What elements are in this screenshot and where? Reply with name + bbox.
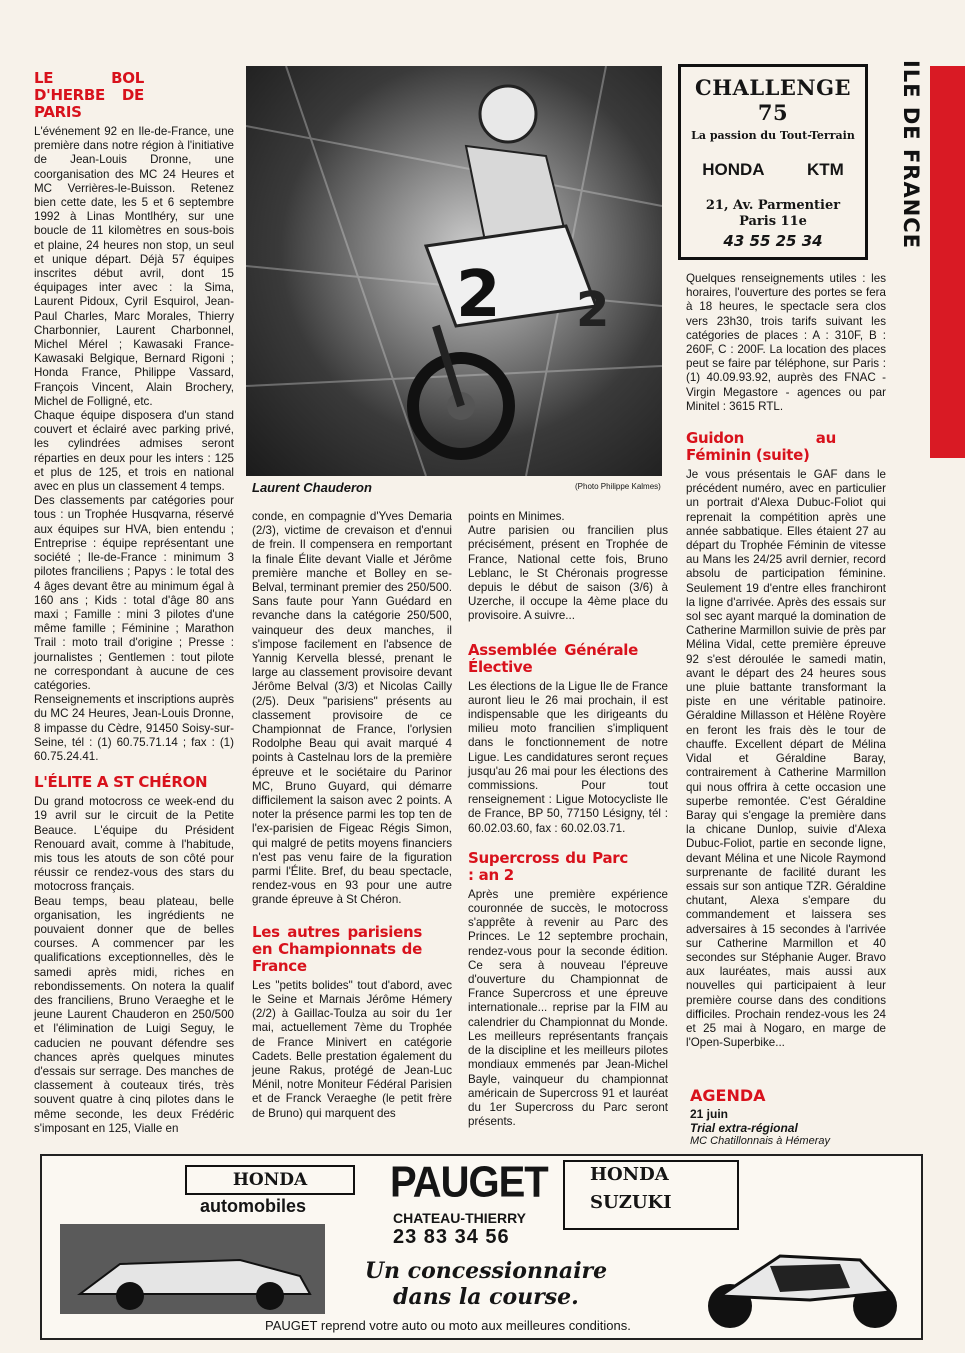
- sport-motorcycle-icon: [690, 1236, 915, 1332]
- race-car-icon: [60, 1224, 325, 1314]
- column-3: [468, 510, 668, 1129]
- paragraph: Des classements par catégories pour tous : un Trophée Husqvarna, réservé aux équipes sur HVA, bien entendu ; Entreprise : équipe représentant une société ; Ile-de-France : minimum 3 pilotes franciliens ; Papys : le total des 4 âges devant être au minimum égal à 160 ans ; Kids : total d'âge 80 ans maxi ; Famille : mini 3 pilotes d'une même famille ; Féminine ; Marathon Trail : moto trail d'origine ; Presse : journalistes ; Gentlemen : tout pilote ne correspondant à aucune de ces catégories.: [34, 494, 234, 692]
- paragraph: conde, en compagnie d'Yves Demaria (2/3), victime de crevaison et d'ennui de frein. Il compensera en remportant la finale Élite devant Vialle et Jérôme première manche et Bolley en se- Belval, terminant premier des 250/500. Sans faute pour Yann Guédard en revanche dans la catégorie 250/500, vainqueur des deux manches, il s'impose facilement en l'absence de Yannig Kervella blessé, prenant le large au classement provisoire devant Jérôme Belval (3/3) et Nicolas Cailly (2/5). Deux "parisiens" présents au classement provisoire de ce Championnat de France, l'orlysien Rodolphe Beau qui avait marqué 4 points à Castelnau lors de la première épreuve et le sociétaire du Parinor MC, Bruno Guyard, qui démarre difficilement la saison avec 2 points. A noter la présence parmi les top ten de l'ex-parisien de Figeac Régis Simon, qui malgré de petits moyens financiers n'est pas venu faire de la figuration parmi l'Élite. Bref, du beau spectacle, rendez-vous en 93 pour une autre grande épreuve à St Chéron.: [252, 510, 452, 907]
- headline-guidon: Guidon au Féminin (suite): [686, 429, 836, 465]
- paragraph: Je vous présentais le GAF dans le précédent numéro, avec en particulier un portrait d'Alexa Dubuc-Foliot qui reprenait la compétition après une année sabbatique. Elles étaient 27 au départ du Trophée Féminin de vitesse au Mans les 24/25 avril dernier, record absolu de participation féminine. Seulement 19 d'entre elles franchiront la ligne d'arrivée. Après des essais sur sol sec ayant marqué la domination de Catherine Marmillon suivie de près par Mélina Vidal, cette première épreuve 92 s'est déroulée le samedi matin, avant le départ des 24 heures sous une pluie battante transformant la piste en une véritable patinoire. Géraldine Millasson et Hélène Royère en feront les frais dès le tour de chauffe. Excellent départ de Mélina Vidal et Géraldine Baray, contrairement à Catherine Marmillon qui nous offrira à cette occasion une superbe remontée. C'est Géraldine Baray qui s'engage la première dans la chicane Dunlop, suivie d'Alexa Dubuc-Foliot, partie en seconde ligne, devant Mélina et une Nicole Raymond surprenante de facilité durant les essais sur son antique TZR. Géraldine chutant, Alexa s'empare du commandement et laissera ses adversaires à 15 secondes à l'arrivée sur Catherine Marmillon et 40 secondes sur Stéphanie Auger. Bravo aux lauréates, mais aussi aux nouvelles qui participaient à leur première course dans des conditions difficiles. Prochain rendez-vous les 24 et 25 mai à Nogaro, en marge de l'Open-Superbike...: [686, 468, 886, 1050]
- svg-text:2: 2: [456, 258, 501, 332]
- honda-automobiles-logo: HONDA: [185, 1165, 355, 1195]
- paragraph: L'événement 92 en Ile-de-France, une première dans notre région à l'initiative de Jean-Louis Dronne, une coorganisation des MC 24 Heures et MC Verrières-le-Buisson. Retenez bien cette date, les 5 et 6 septembre 1992 à Linas Montlhéry, sur une boucle de 11 kilomètres en sous-bois et plaine, 24 heures non stop, un seul et unique départ. Déjà 57 équipes inscrites début avril, dont 15 équipages inter avec : la Sima, Laurent Pidoux, Cyril Esquirol, Jean-Paul Charles, Marc Morales, Thierry Charbonnier, Laurent Charbonnel, Michel Mérel ; Kawasaki France-Kawasaki Belgique, Bernard Rigoni ; Honda France, Philippe Vassard, François Vincent, Alain Brochery, Michel de Folligné, etc.: [34, 125, 234, 408]
- agenda-date: 21 juin: [690, 1107, 729, 1121]
- slogan-line: dans la course.: [393, 1284, 579, 1310]
- pauget-phone: 23 83 34 56: [393, 1226, 510, 1248]
- slogan-line: Un concessionnaire: [364, 1258, 608, 1284]
- paragraph: Renseignements et inscriptions auprès du MC 24 Heures, Jean-Louis Dronne, 8 impasse du Cèdre, 91450 Soisy-sur-Seine, tél : (1) 60.75.71.14 ; fax : (1) 60.75.24.41.: [34, 693, 234, 763]
- challenge75-ad: [678, 64, 868, 260]
- paragraph: Après une première expérience couronnée de succès, le motocross s'apprête à revenir au Parc des Princes. Le 12 septembre prochain, rendez-vous pour la seconde édition. Ce sera à nouveau l'épreuve d'ouverture du Championnat de France Supercross et une épreuve internationale... reprise par la FIM au calendrier du Championnat du Monde. Les meilleurs représentants français de la discipline et les meilleurs pilotes mondiaux emmenés par Jean-Michel Bayle, vainqueur du championnat américain de Supercross 91 et lauréat du 1er Supercross du Parc seront présents.: [468, 887, 668, 1129]
- motocross-photo: [246, 66, 662, 476]
- brand-ktm: KTM: [806, 160, 844, 179]
- agenda-event: Trial extra-régional: [690, 1121, 798, 1135]
- headline-elite: L'ÉLITE A ST CHÉRON: [34, 773, 208, 792]
- address-city: Paris 11e: [739, 214, 807, 229]
- ad-phone: 43 55 25 34: [723, 232, 823, 250]
- paragraph: points en Minimes.: [468, 510, 565, 523]
- ad-address: [681, 198, 865, 230]
- svg-text:2: 2: [576, 282, 610, 338]
- section-label: ILE DE FRANCE: [899, 60, 923, 250]
- agenda: [690, 1086, 890, 1147]
- headline-supercross: Supercross du Parc : an 2: [468, 848, 628, 884]
- photo-caption: Laurent Chauderon: [252, 480, 372, 495]
- photo-credit: (Photo Philippe Kalmes): [575, 482, 661, 491]
- pauget-city: CHATEAU-THIERRY: [393, 1210, 526, 1226]
- ad-brands: [681, 160, 865, 180]
- column-1: [34, 70, 234, 1136]
- ad-slogan: [336, 1258, 636, 1310]
- column-4: [686, 272, 886, 1050]
- paragraph: Chaque équipe disposera d'un stand couvert et éclairé avec parking privé, les cylindrées admises seront réparties en deux pour les inters : 125 et plus de 125, et trois en national avec en plus un classement 4 temps.: [34, 409, 234, 494]
- automobiles-label: automobiles: [200, 1196, 307, 1216]
- address-line: 21, Av. Parmentier: [705, 198, 841, 213]
- paragraph: Autre parisien ou francilien plus précisément, présent en Trophée de France, National cette fois, Bruno Leblanc, le St Chéronais progresse depuis le début de saison (3/6) à Uzerche, il occupe la 4ème place du provisoire. A suivre...: [468, 524, 668, 623]
- headline-bol-dherbe: LE BOL D'HERBE DE PARIS: [34, 69, 144, 121]
- paragraph: Beau temps, beau plateau, belle organisation, les ingrédients ne pouvaient donner que de belles courses. A commencer par les qualifications exceptionnelles, dès le samedi après midi, riches en rebondissements. On notera la qualif des franciliens, Bruno Veraeghe et le jeune Laurent Chauderon en 250/500 et l'élimination de Luigi Seguy, le caducien ne pouvant défendre ses chances après quelques minutes d'essais sur serrage. Des manches de classement à couteaux tirés, très souvent quatre à cinq pilotes dans le même seconde, les deux Frédéric s'imposant en 125, Vialle en: [34, 894, 234, 1135]
- headline-autres-parisiens: Les autres parisiens en Championnats de France: [252, 922, 422, 975]
- rider-illustration: [246, 66, 662, 476]
- suzuki-logo: SUZUKI: [590, 1192, 672, 1213]
- ad-footer: PAUGET reprend votre auto ou moto aux meilleures conditions.: [265, 1318, 631, 1333]
- agenda-title: AGENDA: [690, 1086, 766, 1105]
- ad-tagline: La passion du Tout-Terrain: [691, 129, 855, 142]
- paragraph: Les élections de la Ligue Ile de France auront lieu le 26 mai prochain, il est indispensable que les dirigeants du milieu moto francilien s'impliquent dans le fonctionnement de notre Ligue. Les candidatures seront reçues jusqu'au 26 mai pour les élections des commissions. Pour tout renseignement : Ligue Motocycliste Ile de France, BP 50, 77150 Lésigny, tél : 60.02.03.60, fax : 60.02.03.71.: [468, 679, 668, 835]
- pauget-brand: PAUGET: [390, 1157, 548, 1207]
- paragraph: Quelques renseignements utiles : les horaires, l'ouverture des portes se fera à 18 heures, le spectacle sera clos vers 23h30, trois tarifs suivant les catégories de places : A : 310F, B : 260F, C : 200F. La location des places peut se faire par téléphone, sur Paris : (1) 40.09.93.92, auprès des FNAC - Virgin Megastore - agences ou par Minitel : 3615 RTL.: [686, 272, 886, 413]
- ad-title: CHALLENGE 75: [694, 75, 852, 125]
- paragraph: Du grand motocross ce week-end du 19 avril sur le circuit de la Petite Beauce. L'équipe du Président Renouard avait, comme à l'habitude, mis tous les atouts de son côté pour réussir ce rendez-vous des stars du motocross français.: [34, 795, 234, 894]
- headline-assemblee: Assemblée Générale Élective: [468, 640, 638, 676]
- red-side-bar: [930, 66, 965, 458]
- agenda-club: MC Chatillonnais à Hémeray: [690, 1135, 830, 1147]
- honda-moto-logo: HONDA: [590, 1164, 669, 1185]
- paragraph: Les "petits bolides" tout d'abord, avec le Seine et Marnais Jérôme Hémery (2/2) à Gaillac-Toulza au soir du 1er mai, actuellement 7ème du Trophée de France Minivert en catégorie Cadets. Belle prestation également du jeune Rakus, protégé de Jean-Luc Ménil, notre Moniteur Fédéral Parisien et de Franck Veraeghe (le petit frère de Bruno) qui marquent des: [252, 978, 452, 1120]
- brand-honda: HONDA: [702, 160, 765, 179]
- column-2: [252, 510, 452, 1121]
